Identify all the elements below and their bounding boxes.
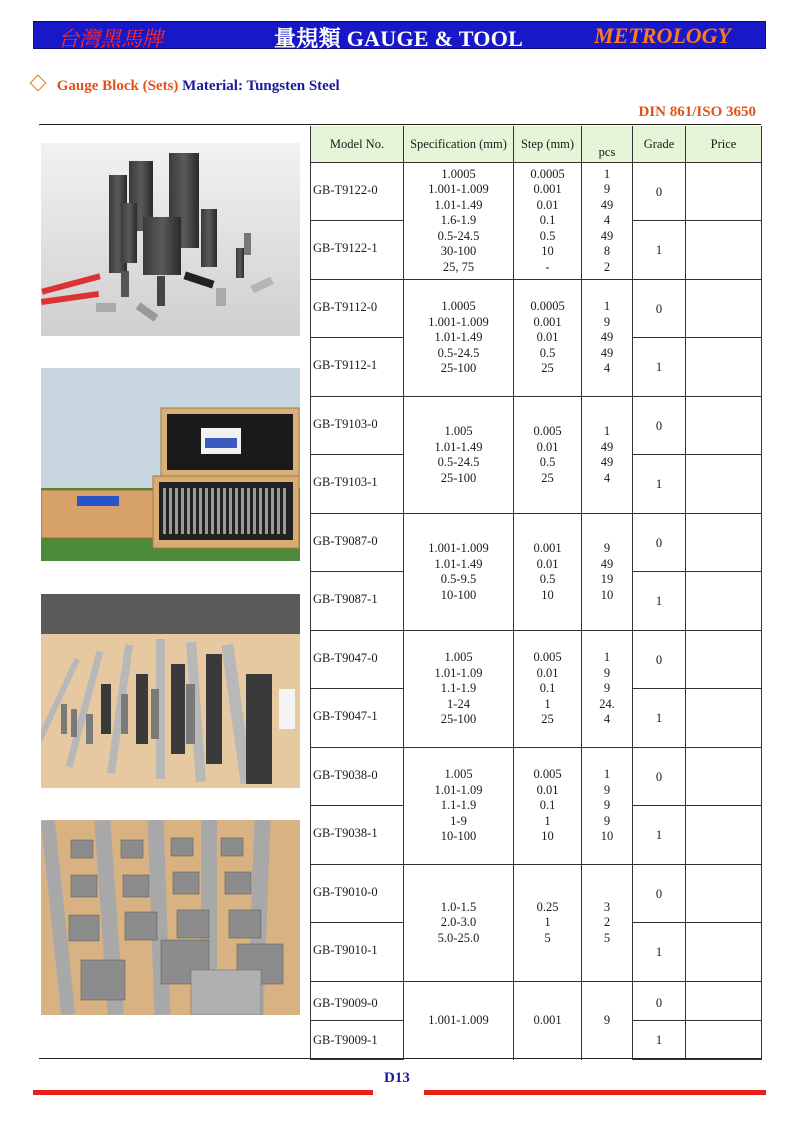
pcs-value: 3 bbox=[603, 899, 611, 914]
spec-value: 1.005 bbox=[444, 424, 473, 438]
footer-line-left bbox=[33, 1090, 373, 1095]
header-price: Price bbox=[686, 126, 762, 163]
price-cell bbox=[686, 748, 762, 806]
model-cell: GB-T9112-0 bbox=[311, 280, 404, 338]
step-value: 0.001 bbox=[533, 314, 562, 329]
pcs-value: 19 bbox=[600, 572, 614, 586]
step-value: 0.25 bbox=[536, 899, 559, 914]
header-grade: Grade bbox=[633, 126, 686, 163]
spec-value: 1.01-1.49 bbox=[434, 330, 483, 345]
pcs-value: 9 bbox=[603, 182, 611, 197]
grade-cell: 0 bbox=[633, 631, 686, 689]
pcs-cell bbox=[582, 748, 633, 865]
pcs-value: 49 bbox=[600, 228, 614, 243]
header-step: Step (mm) bbox=[514, 126, 582, 163]
spec-value: 1.001-1.009 bbox=[428, 182, 489, 197]
price-cell bbox=[686, 514, 762, 572]
brand-name: 台灣黑馬牌 bbox=[58, 27, 163, 51]
pcs-value: 49 bbox=[600, 345, 614, 360]
spec-value: 1.0005 bbox=[441, 299, 476, 314]
grade-cell: 1 bbox=[633, 1021, 686, 1060]
pcs-value: 9 bbox=[603, 541, 611, 555]
footer-line-right bbox=[424, 1090, 766, 1095]
pcs-value: 9 bbox=[603, 813, 611, 828]
spec-value: 25, 75 bbox=[442, 259, 475, 274]
price-cell bbox=[686, 631, 762, 689]
model-cell: GB-T9010-1 bbox=[311, 923, 404, 982]
step-value: 10 bbox=[541, 829, 554, 844]
spec-cell bbox=[404, 982, 514, 1060]
table-row bbox=[311, 865, 762, 923]
spec-value: 1-9 bbox=[450, 813, 467, 828]
spec-value: 30-100 bbox=[440, 244, 477, 259]
spec-value: 1.01-1.49 bbox=[434, 439, 483, 454]
grade-cell: 1 bbox=[633, 689, 686, 748]
header-model: Model No. bbox=[311, 126, 404, 163]
step-value: - bbox=[545, 259, 550, 274]
grade-cell: 1 bbox=[633, 338, 686, 397]
table-row bbox=[311, 397, 762, 455]
step-cell bbox=[514, 982, 582, 1060]
price-cell bbox=[686, 280, 762, 338]
step-cell bbox=[514, 163, 582, 280]
pcs-value: 4 bbox=[603, 712, 611, 727]
model-cell: GB-T9047-0 bbox=[311, 631, 404, 689]
model-cell: GB-T9038-0 bbox=[311, 748, 404, 806]
model-cell: GB-T9047-1 bbox=[311, 689, 404, 748]
pcs-value: 49 bbox=[600, 455, 614, 469]
spec-value: 1.1-1.9 bbox=[440, 681, 477, 696]
standard-label: DIN 861/ISO 3650 bbox=[638, 104, 756, 120]
spec-cell bbox=[404, 865, 514, 982]
spec-value: 25-100 bbox=[440, 712, 477, 727]
table-row bbox=[311, 514, 762, 572]
spec-cell bbox=[404, 631, 514, 748]
material-label: Material: Tungsten Steel bbox=[182, 78, 340, 94]
pcs-value: 9 bbox=[603, 681, 611, 696]
grade-cell: 0 bbox=[633, 748, 686, 806]
pcs-value: 9 bbox=[603, 314, 611, 329]
grade-cell: 1 bbox=[633, 221, 686, 280]
header-spec: Specification (mm) bbox=[404, 126, 514, 163]
step-value: 0.01 bbox=[536, 782, 559, 797]
pcs-value: 1 bbox=[603, 166, 611, 181]
step-value: 0.01 bbox=[536, 556, 559, 571]
spec-value: 1.6-1.9 bbox=[440, 213, 477, 228]
step-value: 0.001 bbox=[533, 182, 562, 197]
grade-cell: 0 bbox=[633, 865, 686, 923]
spec-cell bbox=[404, 163, 514, 280]
spec-value: 1.005 bbox=[444, 650, 473, 665]
spec-value: 1.01-1.09 bbox=[434, 782, 483, 797]
pcs-value: 49 bbox=[600, 556, 614, 571]
spec-value: 1.01-1.49 bbox=[434, 197, 483, 212]
step-value: 0.01 bbox=[536, 439, 559, 454]
spec-value: 2.0-3.0 bbox=[440, 915, 477, 930]
pcs-value: 49 bbox=[600, 197, 614, 212]
grade-cell: 1 bbox=[633, 455, 686, 514]
step-value: 1 bbox=[544, 813, 551, 828]
gauge-block-set-closeup-photo bbox=[41, 594, 300, 788]
step-value: 25 bbox=[541, 712, 554, 727]
pcs-value: 49 bbox=[600, 330, 614, 345]
step-value: 10 bbox=[541, 587, 554, 602]
grade-cell: 1 bbox=[633, 923, 686, 982]
table-row bbox=[311, 280, 762, 338]
top-divider bbox=[39, 124, 761, 125]
spec-value: 0.5-9.5 bbox=[440, 572, 477, 586]
step-value: 1 bbox=[544, 915, 551, 930]
pcs-value: 9 bbox=[603, 798, 611, 813]
price-cell bbox=[686, 163, 762, 221]
step-value: 0.5 bbox=[539, 345, 556, 360]
spec-value: 1.01-1.09 bbox=[434, 665, 483, 680]
price-cell bbox=[686, 455, 762, 514]
pcs-cell bbox=[582, 280, 633, 397]
pcs-value: 49 bbox=[600, 439, 614, 454]
header-pcs: pcs bbox=[582, 126, 633, 163]
page-title: 量規類 GAUGE & TOOL bbox=[274, 26, 524, 51]
spec-value: 0.5-24.5 bbox=[437, 228, 480, 243]
pcs-value: 10 bbox=[600, 587, 614, 602]
grade-cell: 0 bbox=[633, 397, 686, 455]
category-label: METROLOGY bbox=[594, 23, 731, 48]
pcs-cell bbox=[582, 982, 633, 1060]
model-cell: GB-T9122-0 bbox=[311, 163, 404, 221]
spec-value: 25-100 bbox=[440, 470, 477, 485]
pcs-value: 1 bbox=[603, 299, 611, 314]
step-value: 0.001 bbox=[533, 1013, 562, 1027]
pcs-value: 10 bbox=[600, 829, 614, 844]
price-cell bbox=[686, 338, 762, 397]
pcs-cell bbox=[582, 163, 633, 280]
step-value: 10 bbox=[541, 244, 554, 259]
spec-value: 1.001-1.009 bbox=[428, 1013, 489, 1027]
table-row bbox=[311, 163, 762, 221]
price-cell bbox=[686, 1021, 762, 1060]
step-value: 0.01 bbox=[536, 197, 559, 212]
step-cell bbox=[514, 397, 582, 514]
spec-value: 25-100 bbox=[440, 361, 477, 376]
step-value: 0.01 bbox=[536, 330, 559, 345]
spec-value: 1.1-1.9 bbox=[440, 798, 477, 813]
table-row bbox=[311, 982, 762, 1021]
spec-value: 1.001-1.009 bbox=[428, 314, 489, 329]
pcs-cell bbox=[582, 514, 633, 631]
gauge-block-case-photo bbox=[41, 368, 300, 561]
price-cell bbox=[686, 982, 762, 1021]
spec-value: 5.0-25.0 bbox=[437, 930, 480, 945]
spec-cell bbox=[404, 280, 514, 397]
step-cell bbox=[514, 865, 582, 982]
step-value: 0.0005 bbox=[530, 166, 565, 181]
step-cell bbox=[514, 631, 582, 748]
step-value: 0.005 bbox=[533, 767, 562, 782]
table-row bbox=[311, 631, 762, 689]
price-cell bbox=[686, 865, 762, 923]
step-value: 0.1 bbox=[539, 798, 556, 813]
model-cell: GB-T9122-1 bbox=[311, 221, 404, 280]
pcs-value: 2 bbox=[603, 259, 611, 274]
step-value: 0.5 bbox=[539, 455, 556, 469]
grade-cell: 0 bbox=[633, 280, 686, 338]
price-cell bbox=[686, 221, 762, 280]
pcs-value: 4 bbox=[603, 361, 611, 376]
price-cell bbox=[686, 806, 762, 865]
step-value: 0.001 bbox=[533, 541, 562, 555]
grade-cell: 0 bbox=[633, 514, 686, 572]
model-cell: GB-T9087-1 bbox=[311, 572, 404, 631]
model-cell: GB-T9038-1 bbox=[311, 806, 404, 865]
spec-value: 1.0005 bbox=[441, 166, 476, 181]
step-value: 1 bbox=[544, 696, 551, 711]
bottom-divider bbox=[39, 1058, 761, 1059]
pcs-value: 9 bbox=[603, 782, 611, 797]
model-cell: GB-T9009-1 bbox=[311, 1021, 404, 1060]
pcs-cell bbox=[582, 865, 633, 982]
spec-cell bbox=[404, 748, 514, 865]
spec-value: 0.5-24.5 bbox=[437, 455, 480, 469]
step-value: 0.0005 bbox=[530, 299, 565, 314]
spec-value: 1.01-1.49 bbox=[434, 556, 483, 571]
spec-value: 1.001-1.009 bbox=[428, 541, 489, 555]
grade-cell: 0 bbox=[633, 163, 686, 221]
model-cell: GB-T9009-0 bbox=[311, 982, 404, 1021]
pcs-value: 2 bbox=[603, 915, 611, 930]
grade-cell: 1 bbox=[633, 806, 686, 865]
spec-value: 1-24 bbox=[447, 696, 470, 711]
gauge-block-set-detail-photo bbox=[41, 820, 300, 1015]
step-value: 5 bbox=[544, 930, 551, 945]
grade-cell: 1 bbox=[633, 572, 686, 631]
step-value: 25 bbox=[541, 361, 554, 376]
gauge-blocks-standing-photo bbox=[41, 143, 300, 336]
price-cell bbox=[686, 572, 762, 631]
pcs-value: 24. bbox=[599, 696, 615, 711]
grade-cell: 0 bbox=[633, 982, 686, 1021]
diamond-bullet-icon bbox=[30, 75, 47, 92]
page-number: D13 bbox=[384, 1070, 410, 1086]
model-cell: GB-T9010-0 bbox=[311, 865, 404, 923]
pcs-value: 1 bbox=[603, 424, 611, 438]
step-value: 0.005 bbox=[533, 650, 562, 665]
product-name: Gauge Block (Sets) bbox=[56, 78, 179, 94]
header-bar bbox=[33, 21, 766, 49]
price-cell bbox=[686, 923, 762, 982]
pcs-value: 5 bbox=[603, 930, 611, 945]
section-heading bbox=[32, 78, 340, 95]
spec-cell bbox=[404, 397, 514, 514]
spec-value: 1.005 bbox=[444, 767, 473, 782]
pcs-cell bbox=[582, 631, 633, 748]
model-cell: GB-T9103-1 bbox=[311, 455, 404, 514]
price-cell bbox=[686, 689, 762, 748]
pcs-value: 4 bbox=[603, 470, 611, 485]
gauge-block-table bbox=[310, 126, 762, 1060]
table-row bbox=[311, 748, 762, 806]
model-cell: GB-T9103-0 bbox=[311, 397, 404, 455]
pcs-value: 1 bbox=[603, 650, 611, 665]
spec-cell bbox=[404, 514, 514, 631]
step-value: 0.1 bbox=[539, 681, 556, 696]
step-cell bbox=[514, 748, 582, 865]
pcs-value: 1 bbox=[603, 767, 611, 782]
step-value: 25 bbox=[541, 470, 554, 485]
step-value: 0.5 bbox=[539, 572, 556, 586]
step-value: 0.1 bbox=[539, 213, 556, 228]
step-cell bbox=[514, 280, 582, 397]
model-cell: GB-T9087-0 bbox=[311, 514, 404, 572]
step-cell bbox=[514, 514, 582, 631]
pcs-value: 9 bbox=[603, 1013, 611, 1027]
step-value: 0.005 bbox=[533, 424, 562, 438]
spec-value: 1.0-1.5 bbox=[440, 899, 477, 914]
table-header-row bbox=[311, 126, 762, 163]
spec-value: 10-100 bbox=[440, 829, 477, 844]
pcs-cell bbox=[582, 397, 633, 514]
pcs-value: 9 bbox=[603, 665, 611, 680]
step-value: 0.5 bbox=[539, 228, 556, 243]
model-cell: GB-T9112-1 bbox=[311, 338, 404, 397]
step-value: 0.01 bbox=[536, 665, 559, 680]
pcs-value: 4 bbox=[603, 213, 611, 228]
pcs-value: 8 bbox=[603, 244, 611, 259]
spec-value: 0.5-24.5 bbox=[437, 345, 480, 360]
spec-value: 10-100 bbox=[440, 587, 477, 602]
price-cell bbox=[686, 397, 762, 455]
